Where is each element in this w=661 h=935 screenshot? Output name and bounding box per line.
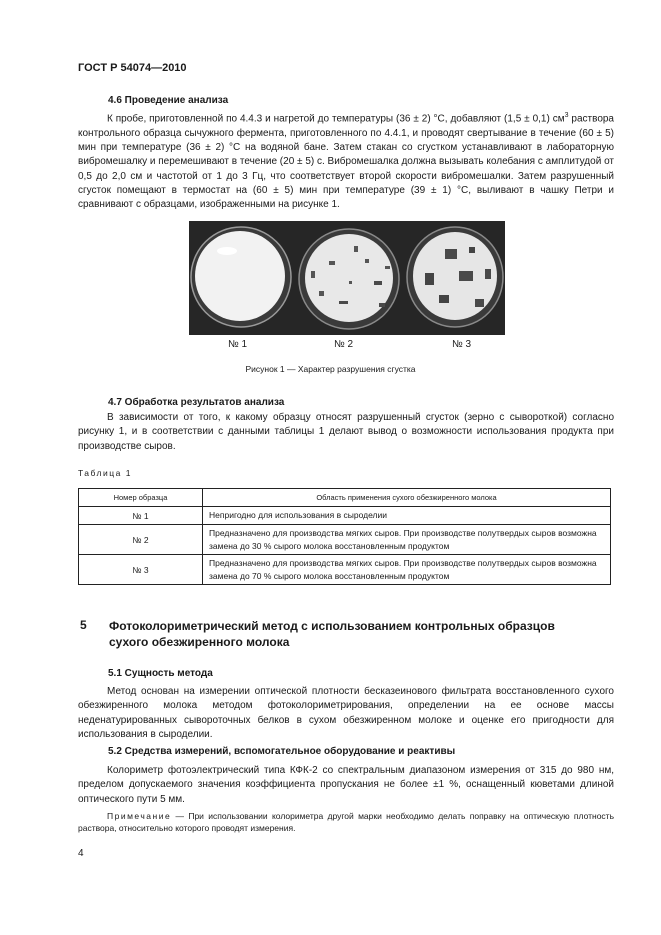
section-5-number: 5 [80,618,87,632]
section-4-6-title: 4.6 Проведение анализа [108,95,229,106]
section-5-2-text: Колориметр фотоэлектрический типа КФК-2 со спектральным диапазоном измерения от 315 до 980 нм, пределом допускаемого значения коэффициента пропускания не более ±1 %, оснащенный кюветами длиной оптического пути 5 мм. [78,765,614,805]
table-header-sample: Номер образца [79,489,203,507]
note-text: — При использовании колориметра другой марки необходимо делать поправку на оптическую плотность раствора, относительно которого проводят измерения. [78,811,614,833]
section-4-7-text: В зависимости от того, к какому образцу относят разрушенный сгусток (зерно с сывороткой) согласно рисунку 1, и в соответствии с данными таблицы 1 делают вывод о возможности использования продукта при производстве сыров. [78,412,614,452]
table-cell-application: Предназначено для производства мягких сыров. При производстве полутвердых сыров возможна замена до 30 % сырого молока восстановленным продуктом [203,525,611,555]
table-title: Таблица 1 [78,468,132,478]
section-4-7-title: 4.7 Обработка результатов анализа [108,397,285,408]
table-row [79,555,611,585]
section-5-2-title: 5.2 Средства измерений, вспомогательное оборудование и реактивы [108,746,456,757]
table-header-application: Область применения сухого обезжиренного молока [203,489,611,507]
dish-3-image [407,227,503,327]
table-cell-sample: № 1 [79,507,203,525]
table-row [79,507,611,525]
note [78,810,614,834]
unit-superscript: 3 [564,112,569,119]
dish-1-image [191,227,291,327]
section-5-title: Фотоколориметрический метод с использованием контрольных образцов сухого обезжиренного молока [109,619,555,649]
section-4-6-text-part1: К пробе, приготовленной по 4.4.3 и нагретой до температуры (36 ± 2) °С, добавляют (1,5 ± 0,1) см [107,113,565,125]
table-cell-application: Непригодно для использования в сыроделии [203,507,611,525]
section-5-1-text: Метод основан на измерении оптической плотности бесказеинового фильтрата восстановленного сухого обезжиренного молока методом фотоколориметрирования, определении на ее основе массы неденатурированных сывороточных белков в сухом обезжиренном молоке и оценке его пригодности для использования в сыроделии. [78,686,614,740]
petri-dishes-image [189,221,505,335]
table-cell-sample: № 2 [79,525,203,555]
section-4-6-text-part2: раствора контрольного образца сычужного фермента, приготовленного по 4.4.1, и проводят свертывание в течение (60 ± 5) мин при температуре (36 ± 2) °С на водяной бане. Затем стакан со сгустком устанавливают в лабораторную вибромешалку и перемешивают в течение (20 ± 5) с. Вибромешалка должна вызывать колебания с амплитудой от 0,5 до 2,0 см и частотой от 1 до 3 Гц, что соответствует второй скорости вибромешалки. Затем разрушенный сгусток помещают в термостат на (60 ± 5) мин при температуре (39 ± 1) °С, выливают в чашку Петри и сравнивают с образцами, изображенными на рисунке 1. [78,113,614,211]
table-cell-sample: № 3 [79,555,203,585]
document-header: ГОСТ Р 54074—2010 [78,62,187,74]
section-4-6-text [78,109,614,212]
page-number: 4 [78,848,84,859]
figure-petri-dishes [189,221,505,335]
application-table [78,488,611,585]
note-label: Примечание [107,811,172,821]
table-cell-application: Предназначено для производства мягких сыров. При производстве полутвердых сыров возможна замена до 70 % сырого молока восстановленным продуктом [203,555,611,585]
table-row [79,525,611,555]
dish-2-image [299,229,399,329]
figure-caption: Рисунок 1 — Характер разрушения сгустка [245,364,416,374]
figure-label-1: № 1 [228,339,248,350]
section-5-1-title: 5.1 Сущность метода [108,668,213,679]
figure-label-3: № 3 [452,339,472,350]
table-header-row [79,489,611,507]
figure-label-2: № 2 [334,339,354,350]
